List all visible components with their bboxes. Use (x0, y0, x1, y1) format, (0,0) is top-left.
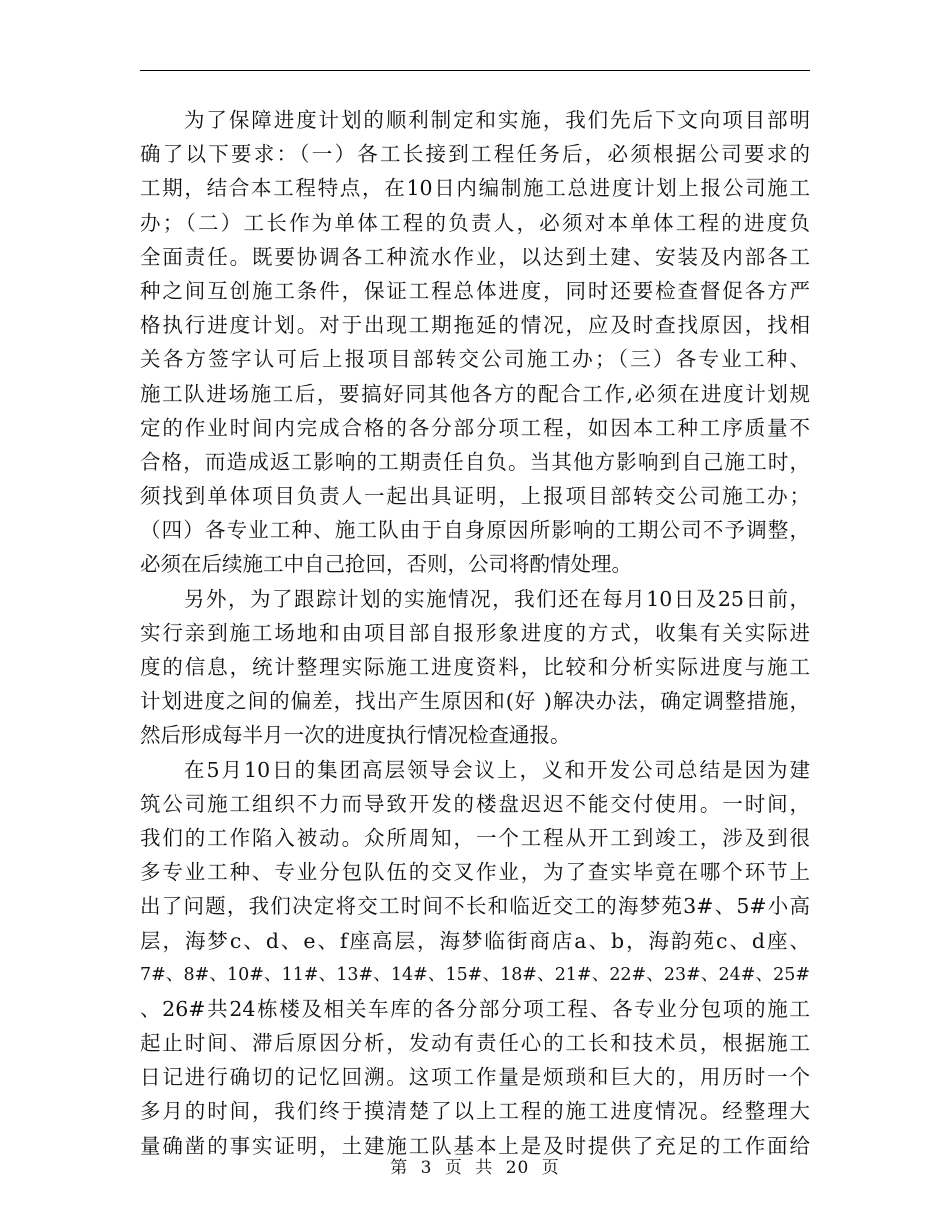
text-line: 我们的工作陷入被动。众所周知，一个工程从开工到竣工，涉及到很 (140, 825, 810, 850)
text-line: 为了保障进度计划的顺利制定和实施，我们先后下文向项目部明 (184, 108, 810, 132)
paragraph-tracking (140, 582, 810, 753)
text-line: 办；（二）工长作为单体工程的负责人，必须对本单体工程的进度负 (140, 210, 810, 235)
text-line: 施工队进场施工后，要搞好同其他各方的配合工作,必须在进度计划规 (140, 381, 810, 406)
text-line: （四）各专业工种、施工队由于自身原因所影响的工期公司不予调整， (140, 518, 810, 543)
text-line: 筑公司施工组织不力而导致开发的楼盘迟迟不能交付使用。一时间， (140, 791, 810, 816)
text-line: 多月的时间，我们终于摸清楚了以上工程的施工进度情况。经整理大 (140, 1099, 810, 1124)
text-line: 定的作业时间内完成合格的各分部分项工程，如因本工种工序质量不 (140, 415, 810, 440)
header-rule (140, 70, 810, 71)
text-line: 必须在后续施工中自己抢回，否则，公司将酌情处理。 (140, 552, 632, 577)
text-line: 全面责任。既要协调各工种流水作业，以达到土建、安装及内部各工 (140, 244, 810, 269)
text-line: 另外，为了跟踪计划的实施情况，我们还在每月10日及25日前， (184, 586, 810, 611)
text-line: 然后形成每半月一次的进度执行情况检查通报。 (140, 723, 571, 748)
text-line: 计划进度之间的偏差，找出产生原因和(好 )解决办法，确定调整措施， (140, 689, 810, 714)
text-line: 量确凿的事实证明，土建施工队基本上是及时提供了充足的工作面给 (140, 1133, 810, 1158)
text-line: 须找到单体项目负责人一起出具证明，上报项目部转交公司施工办； (140, 484, 810, 509)
text-line: 、26#共24栋楼及相关车库的各分部分项工程、各专业分包项的施工 (140, 996, 810, 1021)
text-line: 关各方签字认可后上报项目部转交公司施工办；（三）各专业工种、 (140, 347, 810, 372)
text-line: 格执行进度计划。对于出现工期拖延的情况，应及时查找原因，找相 (140, 313, 810, 338)
text-line: 出了问题，我们决定将交工时间不长和临近交工的海梦苑3#、5#小高 (140, 894, 810, 919)
text-line: 实行亲到施工场地和由项目部自报形象进度的方式，收集有关实际进 (140, 620, 810, 645)
document-body (140, 103, 810, 1163)
text-line: 起止时间、滞后原因分析，发动有责任心的工长和技术员，根据施工 (140, 1031, 810, 1056)
paragraph-meeting (140, 753, 810, 1163)
text-line: 层，海梦c、d、e、f座高层，海梦临街商店a、b，海韵苑c、d座、 (140, 928, 810, 953)
text-line: 多专业工种、专业分包队伍的交叉作业，为了查实毕竟在哪个环节上 (140, 860, 810, 885)
text-line: 度的信息，统计整理实际施工进度资料，比较和分析实际进度与施工 (140, 655, 810, 679)
text-line: 7#、8#、10#、11#、13#、14#、15#、18#、21#、22#、23#、24#、25# (140, 964, 810, 985)
text-line: 确了以下要求：（一）各工长接到工程任务后，必须根据公司要求的 (140, 142, 810, 167)
text-line: 日记进行确切的记忆回溯。这项工作量是烦琐和巨大的，用历时一个 (140, 1065, 810, 1090)
text-line: 工期，结合本工程特点，在10日内编制施工总进度计划上报公司施工 (140, 176, 810, 201)
paragraph-requirements (140, 103, 810, 582)
page-number-footer: 第 3 页 共 20 页 (390, 1158, 560, 1178)
text-line: 在5月10日的集团高层领导会议上，义和开发公司总结是因为建 (184, 757, 810, 782)
text-line: 种之间互创施工条件，保证工程总体进度，同时还要检查督促各方严 (140, 278, 810, 303)
text-line: 合格，而造成返工影响的工期责任自负。当其他方影响到自己施工时， (140, 449, 810, 474)
